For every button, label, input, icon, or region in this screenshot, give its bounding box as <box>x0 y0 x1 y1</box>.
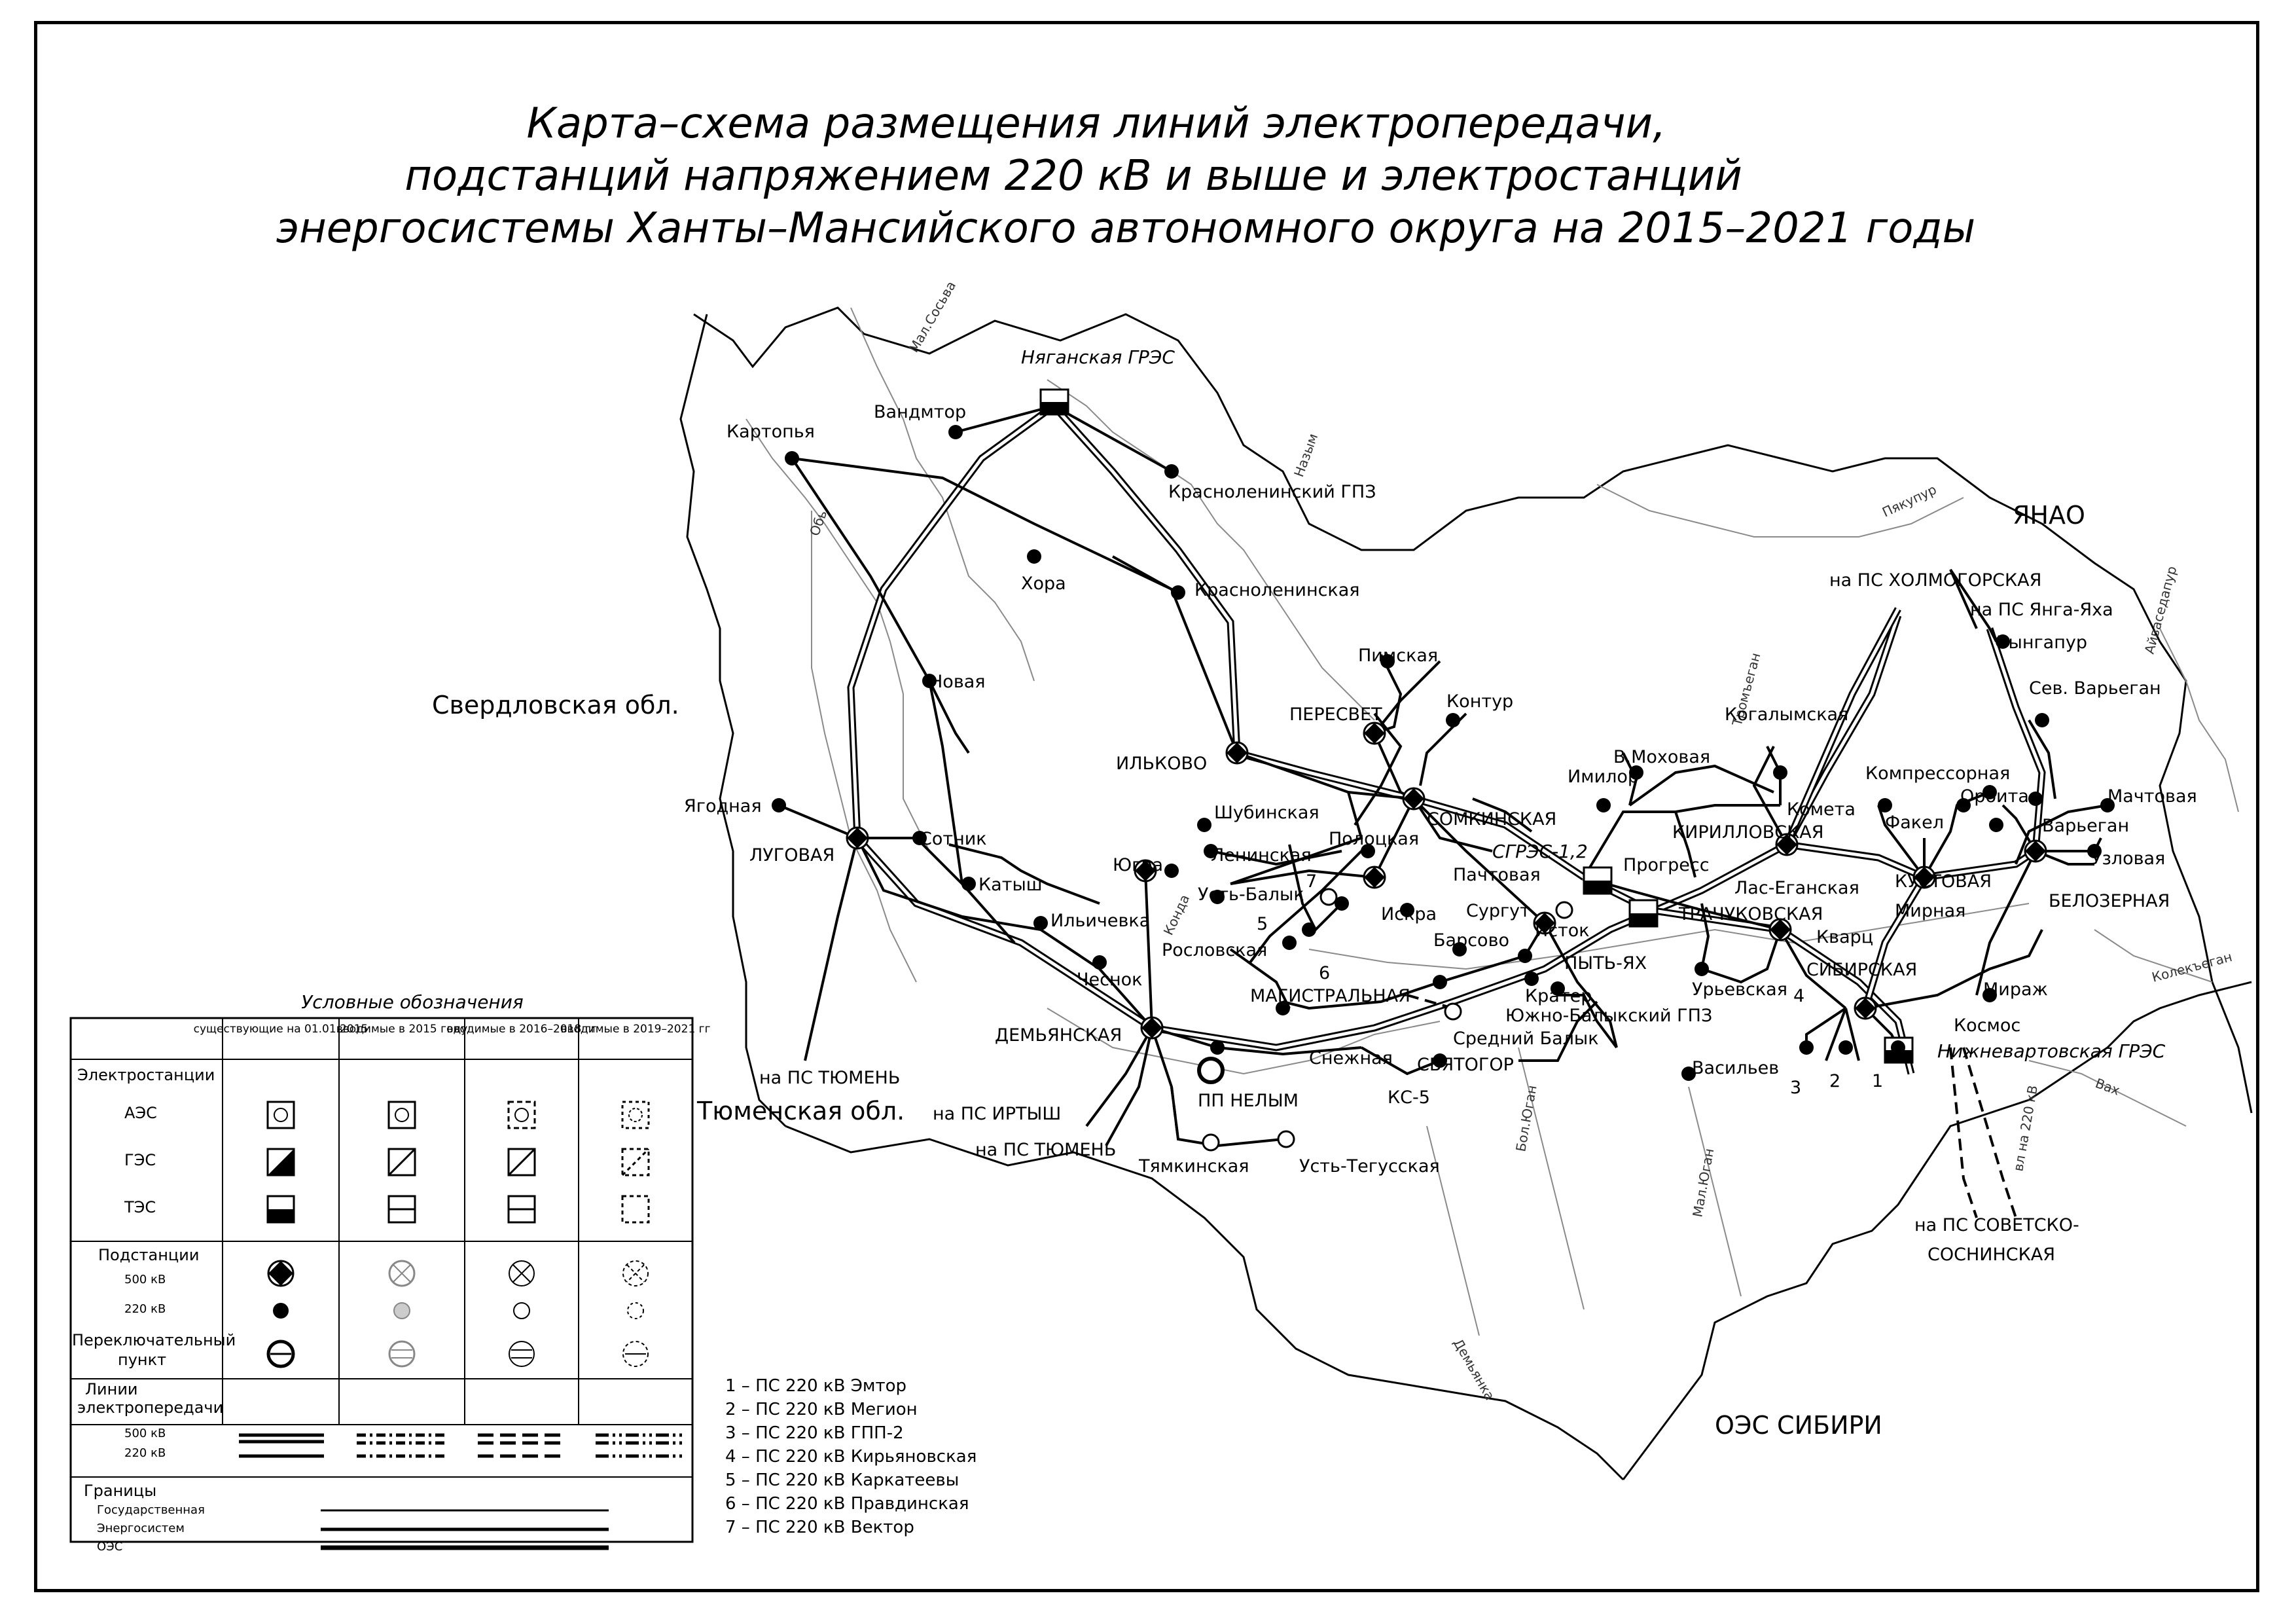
substation-220-icon <box>1164 464 1179 479</box>
substation-label: Полоцкая <box>1329 829 1420 849</box>
ges-icon <box>268 1149 649 1175</box>
substation-label: Искра <box>1381 904 1437 924</box>
substation-label: Усть-Балык <box>1198 884 1304 905</box>
substation-label: Прогресс <box>1623 855 1710 875</box>
substation-500-icon <box>268 1261 648 1286</box>
substation-label: Кратер <box>1525 986 1592 1006</box>
outgoing-label: на ПС ТЮМЕНЬ <box>975 1140 1117 1160</box>
planned-substation-icon <box>1556 902 1572 918</box>
substation-label: Вандмтор <box>874 402 967 422</box>
substation-220-icon <box>1282 936 1297 950</box>
substation-label: СОМКИНСКАЯ <box>1427 809 1557 830</box>
number-mark: 2 <box>1829 1071 1841 1091</box>
region-yanao-label: ЯНАО <box>2013 501 2085 530</box>
region-border <box>681 308 2251 1480</box>
substation-label: Барсово <box>1433 930 1510 951</box>
substation-220-icon <box>1891 1040 1905 1055</box>
substation-label: Компрессорная <box>1865 763 2011 784</box>
substation-500-icon <box>1364 867 1385 888</box>
legend-lines-2: электропередачи <box>77 1398 224 1417</box>
substation-220-icon <box>1596 798 1611 812</box>
substation-label: КУСТОВАЯ <box>1895 871 1992 892</box>
substation-500-icon <box>847 828 868 848</box>
substation-220-icon <box>273 1303 643 1319</box>
line-type-icons <box>239 1435 683 1456</box>
planned-substation-icon <box>1203 1135 1219 1150</box>
map-title <box>276 100 1975 253</box>
number-mark: 1 <box>1872 1071 1884 1091</box>
planned-substation-icon <box>1445 1004 1461 1019</box>
substation-label: Васильев <box>1692 1058 1780 1078</box>
substation-label: Орбита <box>1960 786 2029 807</box>
river-label: Обь <box>806 508 831 538</box>
substation-500-icon <box>1855 998 1876 1019</box>
substation-label: Сев. Варьеган <box>2029 678 2161 699</box>
substation-220-icon <box>1446 713 1460 727</box>
legend-lines: Линии <box>85 1380 138 1398</box>
number-mark: 6 <box>1319 963 1331 983</box>
numbered-notes <box>725 1376 977 1537</box>
substation-label: ЛУГОВАЯ <box>749 845 835 866</box>
nyagan-grs-icon <box>1041 390 1068 414</box>
outgoing-label: на ПС ХОЛМОГОРСКАЯ <box>1829 570 2042 591</box>
substation-label: ДЕМЬЯНСКАЯ <box>995 1025 1122 1046</box>
title-line-1: Карта–схема размещения линий электропередачи, <box>526 100 1666 148</box>
substation-220-icon <box>1989 818 2003 832</box>
substation-label: В.Моховая <box>1613 747 1711 767</box>
number-mark: 3 <box>1790 1078 1802 1098</box>
substation-220-icon <box>785 451 799 465</box>
legend-border-oes: ОЭС <box>97 1540 123 1554</box>
substation-label: Новая <box>929 672 986 692</box>
legend-switch-point: Переключательный <box>72 1331 236 1349</box>
substation-label: Мачтовая <box>2108 786 2197 807</box>
substation-label: Пачтовая <box>1453 865 1541 885</box>
note-line: 3 – ПС 220 кВ ГПП-2 <box>725 1423 904 1443</box>
river-label: Демьянка <box>1450 1336 1498 1403</box>
substation-label: Средний Балык <box>1453 1029 1599 1049</box>
substation-label: Кометa <box>1787 799 1856 820</box>
substation-500-icon <box>2025 841 2046 862</box>
river-label: Вах <box>2093 1075 2123 1099</box>
planned-substation-icon <box>1278 1131 1294 1147</box>
substation-label: КИРИЛЛОВСКАЯ <box>1672 822 1824 843</box>
substation-label: Рословская <box>1162 940 1268 960</box>
substation-label: Пимская <box>1358 646 1439 666</box>
legend-switch-point-2: пункт <box>118 1351 167 1369</box>
river-label: Айваседапур <box>2141 564 2180 656</box>
legend-power-plants: Электростанции <box>77 1066 215 1084</box>
note-line: 6 – ПС 220 кВ Правдинская <box>725 1494 969 1514</box>
substation-label: Картопья <box>726 422 815 442</box>
substation-220-icon <box>2028 792 2043 806</box>
substation-500-icon <box>1364 723 1385 744</box>
note-line: 5 – ПС 220 кВ Каркатеевы <box>725 1470 960 1490</box>
substation-label: КС-5 <box>1388 1087 1430 1108</box>
substation-label: Хора <box>1021 574 1066 594</box>
outgoing-label: на ПС ИРТЫШ <box>933 1104 1062 1124</box>
substation-label: Контур <box>1446 691 1514 712</box>
substation-label: ПЫТЬ-ЯХ <box>1564 953 1647 974</box>
substation-label: Когалымская <box>1725 704 1849 725</box>
outgoing-label: вл на 220 кВ <box>2010 1084 2041 1173</box>
river-label: Тромъеган <box>1729 651 1764 728</box>
substation-label: Варьеган <box>2042 816 2130 836</box>
substation-label: Красноленинская <box>1194 580 1360 600</box>
substation-220-icon <box>1773 765 1787 780</box>
substation-label: Тямкинская <box>1139 1156 1249 1176</box>
substation-220-icon <box>1164 864 1179 878</box>
outgoing-label: на ПС Янга-Яха <box>1970 600 2113 620</box>
station-nizhnevartovsk-label: Нижневартовская ГРЭС <box>1937 1040 2166 1062</box>
number-mark: 5 <box>1257 914 1268 934</box>
substation-220-icon <box>1171 585 1185 600</box>
substation-label: Лас-Еганская <box>1734 878 1859 898</box>
substation-label: Снежная <box>1309 1048 1393 1068</box>
substation-label: СВЯТОГОР <box>1417 1055 1514 1075</box>
note-line: 1 – ПС 220 кВ Эмтор <box>725 1376 907 1396</box>
aes-icon <box>268 1102 649 1128</box>
station-nyagan-label: Няганская ГРЭС <box>1021 346 1175 368</box>
substation-label: Ильичевка <box>1050 911 1151 931</box>
legend-col-1: существующие на 01.01.2015 <box>193 1023 368 1036</box>
substation-220-icon <box>1839 1040 1853 1055</box>
river-label: Колекъеган <box>2150 949 2234 985</box>
legend-col-3: вводимые в 2016–2018 гг <box>446 1023 597 1036</box>
number-mark: 7 <box>1306 871 1318 892</box>
substation-label: Факел <box>1885 812 1944 833</box>
title-line-2: подстанций напряжением 220 кВ и выше и электростанций <box>404 152 1742 200</box>
substation-220-icon <box>1433 975 1447 989</box>
substation-220-icon <box>948 425 963 439</box>
region-sverdlovsk-label: Свердловская обл. <box>432 691 679 720</box>
substation-label: ИЛЬКОВО <box>1116 754 1208 774</box>
station-sgres-label: СГРЭС-1,2 <box>1492 841 1588 862</box>
legend-500kv: 500 кВ <box>124 1273 166 1286</box>
substation-220-icon <box>1695 962 1709 976</box>
legend-title: Условные обозначения <box>301 991 524 1013</box>
substation-500-icon <box>1227 742 1247 763</box>
substation-label: Вынгапур <box>1996 632 2087 653</box>
legend-borders: Границы <box>84 1482 157 1500</box>
substation-label: Ленинская <box>1211 845 1312 866</box>
substation-label: Южно-Балыкский ГПЗ <box>1505 1006 1713 1026</box>
substation-label: Мирная <box>1895 901 1966 921</box>
legend-line-220: 220 кВ <box>124 1446 166 1460</box>
outgoing-label: на ПС СОВЕТСКО- <box>1914 1215 2079 1235</box>
substation-label: Имилор <box>1568 767 1640 787</box>
substation-label: СИБИРСКАЯ <box>1806 960 1918 980</box>
river-label: Пякупур <box>1879 481 1939 520</box>
substation-label: Мираж <box>1983 979 2048 1000</box>
river-label: Конда <box>1160 892 1193 938</box>
substation-label: Красноленинский ГПЗ <box>1168 482 1376 502</box>
substation-220-icon <box>1092 955 1107 970</box>
substation-500-icon <box>1403 788 1424 809</box>
region-oes-sibiri-label: ОЭС СИБИРИ <box>1715 1411 1882 1440</box>
substation-220-icon <box>1197 818 1211 832</box>
substation-220-icon <box>1878 798 1892 812</box>
substation-label: Исток <box>1535 921 1590 941</box>
substation-220-icon <box>1210 1040 1225 1055</box>
legend-aes: АЭС <box>124 1104 157 1122</box>
legend-line-500: 500 кВ <box>124 1427 166 1440</box>
note-line: 2 – ПС 220 кВ Мегион <box>725 1400 918 1419</box>
legend-col-4: вводимые в 2019–2021 гг <box>560 1023 711 1036</box>
substation-label: МАГИСТРАЛЬНАЯ <box>1250 986 1410 1006</box>
substation-label: Ягодная <box>684 796 762 816</box>
title-line-3: энергосистемы Ханты–Мансийского автономного округа на 2015–2021 годы <box>276 204 1976 253</box>
substation-label: ПЕРЕСВЕТ <box>1289 704 1382 725</box>
planned-substation-icon <box>1321 889 1336 905</box>
substation-label: Югра <box>1113 855 1164 875</box>
substation-220-icon <box>1524 972 1539 986</box>
substation-500-icon <box>1141 1017 1162 1038</box>
substation-label: Чеснок <box>1077 970 1143 990</box>
substation-label: Усть-Тегусская <box>1299 1156 1440 1176</box>
substation-220-icon <box>1027 549 1041 564</box>
map-labels <box>432 346 2197 1440</box>
substation-label: Узловая <box>2091 848 2166 869</box>
legend <box>71 991 711 1554</box>
number-mark: 4 <box>1793 986 1805 1006</box>
river-label: Мал.Сосьва <box>905 278 960 356</box>
substation-label: ТРАЧУКОВСКАЯ <box>1679 904 1823 924</box>
substation-label: Сургут <box>1466 901 1530 921</box>
legend-border-state: Государственная <box>97 1503 205 1517</box>
region-tyumen-label: Тюменская обл. <box>697 1097 905 1125</box>
substation-220-icon <box>772 798 786 812</box>
note-line: 7 – ПС 220 кВ Вектор <box>725 1518 914 1537</box>
legend-tes: ТЭС <box>124 1198 156 1216</box>
legend-col-2: вводимые в 2015 году <box>336 1023 468 1036</box>
outgoing-label: СОСНИНСКАЯ <box>1928 1245 2056 1265</box>
substation-220-icon <box>1033 916 1048 930</box>
substation-220-icon <box>1302 922 1316 937</box>
legend-220kv: 220 кВ <box>124 1302 166 1316</box>
river-label: Мал.Юган <box>1689 1147 1717 1218</box>
substation-label: Сотник <box>920 829 987 849</box>
substation-220-icon <box>2035 713 2049 727</box>
substation-label: БЕЛОЗЕРНАЯ <box>2049 891 2170 911</box>
substation-label: Шубинская <box>1214 803 1319 823</box>
tes-icon <box>268 1196 649 1222</box>
note-line: 4 – ПС 220 кВ Кирьяновская <box>725 1447 977 1467</box>
legend-border-energy: Энергосистем <box>97 1522 185 1535</box>
switch-point-icon <box>268 1341 648 1366</box>
switch-point-nelym-icon <box>1199 1059 1223 1082</box>
substation-220-icon <box>961 877 976 891</box>
substation-220-icon <box>1799 1040 1814 1055</box>
substation-220-icon <box>1518 949 1532 963</box>
river-label: Назым <box>1291 431 1321 479</box>
river-label: Бол.Юган <box>1513 1084 1540 1153</box>
substation-label: ПП НЕЛЫМ <box>1198 1091 1299 1111</box>
substation-label: Урьевская <box>1692 979 1787 1000</box>
substation-label: Кварц <box>1816 927 1874 947</box>
substation-label: Катыш <box>978 875 1043 895</box>
outgoing-label: на ПС ТЮМЕНЬ <box>759 1068 901 1088</box>
substation-label: Космос <box>1954 1015 2021 1036</box>
legend-ges: ГЭС <box>124 1151 156 1169</box>
legend-substations: Подстанции <box>98 1246 200 1264</box>
